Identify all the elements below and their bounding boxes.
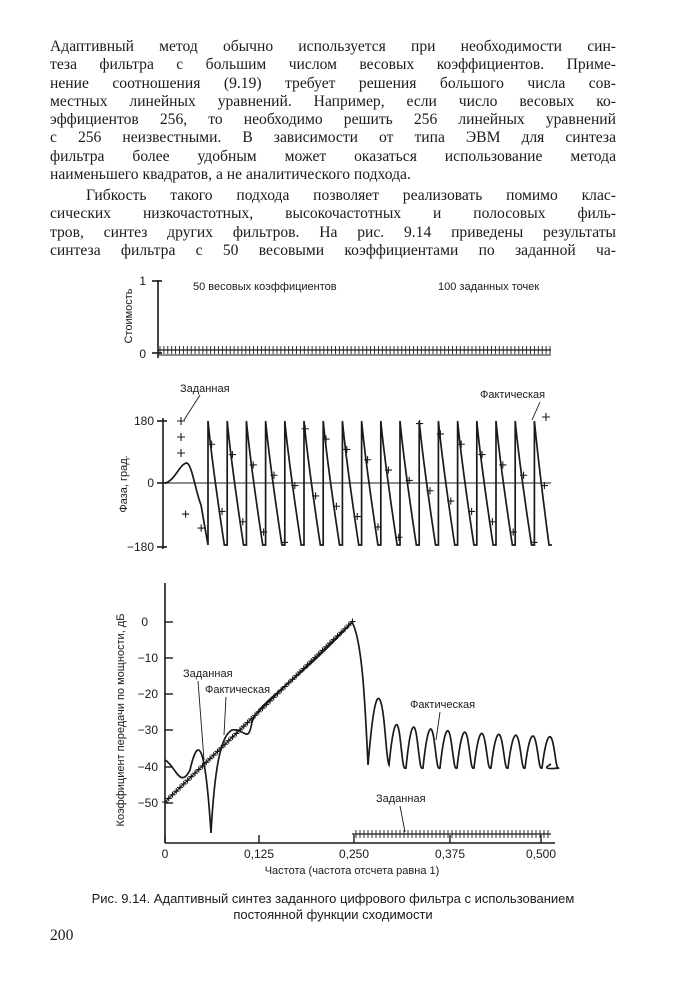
text-line: наименьшего квадратов, а не аналитического подхода. [50, 166, 411, 184]
phase-desired-marker [208, 441, 215, 448]
mag-y-label: Коэффициент передачи по мощности, дБ [115, 613, 127, 827]
phase-annotation-leader [532, 402, 540, 420]
text-line: сических низкочастотных, высокочастотных и полосовых филь- [50, 205, 616, 223]
mag-y-tick-label: −40 [137, 760, 158, 774]
cost-series-markers [160, 346, 550, 354]
text-line: с 256 неизвестными. В зависимости от типа ЭВМ для синтеза [50, 129, 616, 147]
text-line: нение соотношения (9.19) требует решения большого числа сов- [50, 74, 616, 92]
mag-annotation-leader [198, 681, 204, 760]
phase-y-tick-label: 0 [147, 476, 154, 490]
mag-x-tick-label: 0,125 [243, 847, 275, 861]
text-line: тров, синтез других фильтров. На рис. 9.14 приведены результаты [50, 223, 616, 241]
phase-chart [118, 383, 552, 554]
phase-annotation-desired: Заданная [180, 383, 230, 395]
text-line: Гибкость такого подхода позволяет реализовать помимо клас- [86, 187, 616, 204]
text-line: теза фильтра с большим числом весовых коэффициентов. Приме- [50, 56, 616, 74]
caption-line: постоянной функции сходимости [233, 907, 433, 922]
mag-y-tick-label: −50 [137, 796, 158, 810]
mag-annotation-leader [400, 806, 405, 832]
phase-y-label: Фаза, град. [118, 455, 130, 513]
mag-y-tick-label: 0 [141, 615, 148, 629]
phase-y-tick-label: −180 [126, 540, 154, 554]
phase-annotation-actual: Фактическая [480, 389, 546, 401]
phase-annotation-leader [184, 395, 200, 420]
magnitude-chart [115, 583, 559, 877]
cost-y-label: Стоимость [123, 288, 135, 344]
cost-y-tick-label: 1 [139, 274, 146, 288]
text-line: синтеза фильтра с 50 весовыми коэффициентами по заданной ча- [50, 241, 616, 259]
phase-y-tick-label: 180 [133, 414, 154, 428]
mag-x-ticks [165, 835, 541, 843]
phase-desired-marker [302, 425, 309, 432]
mag-annotation-actual: Фактическая [205, 684, 271, 696]
mag-y-tick-label: −30 [137, 723, 158, 737]
text-line: Адаптивный метод обычно используется при необходимости син- [50, 38, 616, 55]
phase-desired-marker [177, 433, 185, 441]
mag-annotation-desired-right: Заданная [376, 793, 426, 805]
text-line: фильтра более удобным может оказаться использование метода [50, 147, 616, 165]
cost-y-tick-label: 0 [139, 347, 146, 361]
phase-desired-marker [458, 441, 465, 448]
cost-annotation-points: 100 заданных точек [438, 281, 540, 293]
page-number: 200 [50, 927, 74, 944]
cost-annotation-weights: 50 весовых коэффициентов [193, 281, 337, 293]
mag-x-tick-label: 0,500 [525, 847, 557, 861]
mag-x-tick-label: 0,250 [338, 847, 370, 861]
cost-chart [123, 274, 551, 361]
mag-annotation-actual-right: Фактическая [410, 699, 476, 711]
phase-desired-marker [182, 510, 189, 517]
mag-y-tick-label: −10 [137, 651, 158, 665]
mag-y-ticks [165, 622, 173, 803]
text-line: местных линейных уравнений. Например, если число весовых ко- [50, 92, 616, 110]
mag-annotation-leader [224, 697, 226, 735]
mag-desired-markers [162, 619, 548, 838]
mag-x-tick-label: 0,375 [434, 847, 466, 861]
text-line: эффициентов 256, то необходимо решить 256 линейных уравнений [50, 111, 616, 129]
phase-desired-marker [416, 420, 423, 427]
mag-y-tick-label: −20 [137, 687, 158, 701]
phase-desired-marker [542, 413, 550, 421]
mag-x-label: Частота (частота отсчета равна 1) [264, 865, 440, 877]
mag-annotation-leader [436, 712, 440, 740]
caption-line: Рис. 9.14. Адаптивный синтез заданного цифрового фильтра с использованием [91, 891, 575, 906]
phase-desired-marker [343, 446, 350, 453]
phase-desired-marker [177, 449, 185, 457]
mag-annotation-desired: Заданная [183, 668, 233, 680]
phase-desired-marker [177, 417, 185, 425]
figure-caption [50, 891, 616, 923]
phase-desired-marker [198, 524, 205, 531]
mag-x-tick-label: 0 [161, 847, 169, 861]
